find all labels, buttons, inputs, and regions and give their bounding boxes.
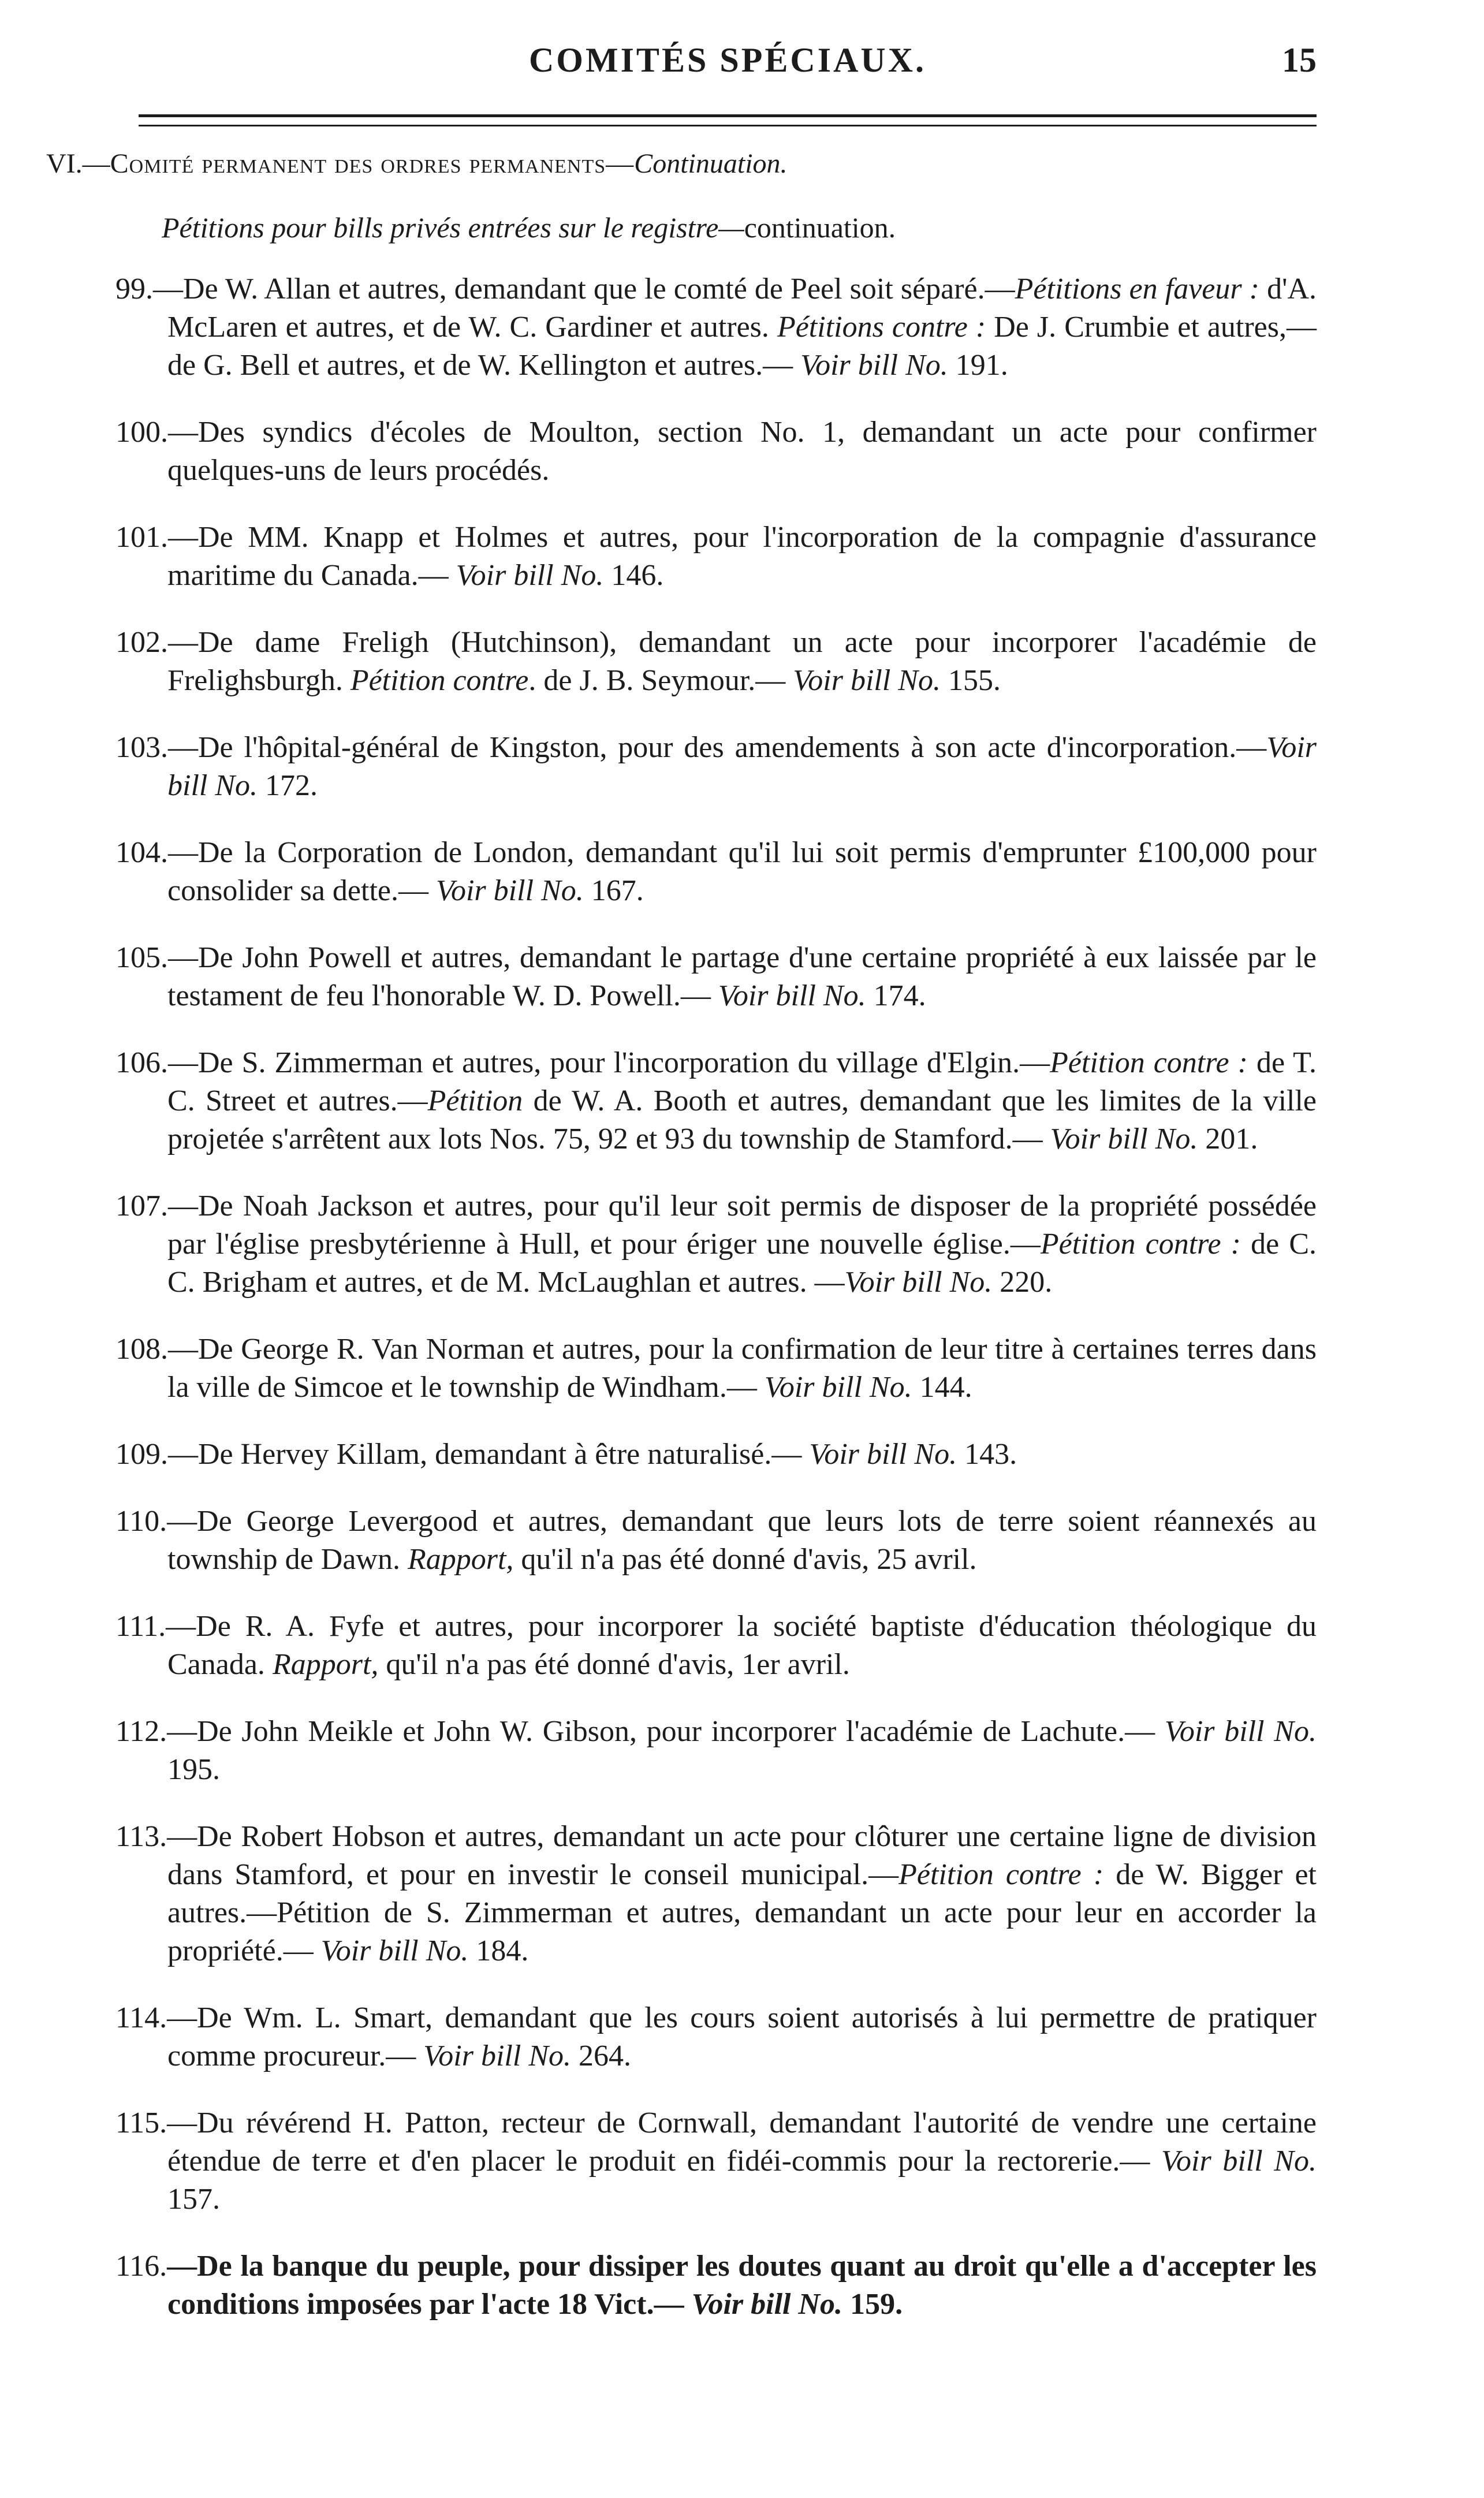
section-title: Comité permanent des ordres permanents— — [110, 148, 635, 179]
page-header — [139, 40, 1317, 98]
petition-entry — [115, 939, 1317, 1015]
petition-entry — [115, 413, 1317, 490]
petition-number: 116. — [115, 2250, 167, 2283]
petition-entry — [115, 2104, 1317, 2219]
petition-number: 111. — [115, 1610, 166, 1643]
petition-text: —De Noah Jackson et autres, pour qu'il leur soit permis de disposer de la propriété possédée par l'église presbytérienne à Hull, et pour ériger une nouvelle église.— — [167, 1190, 1317, 1261]
section-numeral: VI.— — [46, 148, 110, 179]
petition-entry — [115, 1818, 1317, 1970]
petition-text: —De l'hôpital-général de Kingston, pour des amendements à son acte d'incorporation.— — [168, 731, 1267, 764]
petition-italic-text: Rapport, — [272, 1648, 379, 1681]
petition-text: d'A. McLaren et autres, et de W. C. Gardiner et autres. — [167, 273, 1317, 344]
petition-text: de C. C. Brigham et autres, et de M. McLaughlan et autres. — — [167, 1228, 1317, 1299]
petition-entry — [115, 1999, 1317, 2075]
petition-text: de W. A. Booth et autres, demandant que les limites de la ville projetée s'arrêtent aux lots Nos. 75, 92 et 93 du township de Stamford.— — [167, 1084, 1317, 1155]
petition-text: 195. — [167, 1753, 220, 1786]
petition-text: —De la banque du peuple, pour dissiper les doutes quant au droit qu'elle a d'accepter les conditions imposées par l'acte 18 Vict.— — [167, 2250, 1317, 2321]
subheading-italic: Pétitions pour bills privés entrées sur le registre— — [162, 211, 744, 244]
petition-italic-text: Voir bill No. — [167, 731, 1317, 802]
petition-text: de T. C. Street et autres.— — [167, 1046, 1317, 1117]
petition-text: qu'il n'a pas été donné d'avis, 25 avril. — [513, 1543, 977, 1576]
petition-text: —De W. Allan et autres, demandant que le comté de Peel soit séparé.— — [153, 273, 1015, 305]
section-continuation: Continuation. — [634, 148, 788, 179]
petition-number: 110. — [115, 1505, 167, 1538]
petition-italic-text: Voir bill No. — [423, 2040, 572, 2072]
petition-entry — [115, 624, 1317, 700]
petition-text: 159. — [842, 2288, 903, 2321]
petition-entry — [115, 1713, 1317, 1789]
petition-text: —Des syndics d'écoles de Moulton, section No. 1, demandant un acte pour confirmer quelques-uns de leurs procédés. — [167, 416, 1317, 487]
petition-text: —De John Powell et autres, demandant le partage d'une certaine propriété à eux laissée par le testament de feu l'honorable W. D. Powell.— — [167, 941, 1317, 1012]
petition-italic-text: Voir bill No. — [793, 664, 941, 697]
petition-text: 191. — [948, 349, 1008, 382]
petition-text: De J. Crumbie et autres,—de G. Bell et autres, et de W. Kellington et autres.— — [167, 311, 1317, 382]
petition-italic-text: Pétitions contre : — [777, 311, 986, 344]
petition-text: —De George R. Van Norman et autres, pour la confirmation de leur titre à certaines terres dans la ville de Simcoe et le township de Windham.— — [167, 1333, 1317, 1404]
petition-text: —De MM. Knapp et Holmes et autres, pour l'incorporation de la compagnie d'assurance maritime du Canada.— — [167, 521, 1317, 592]
petition-list — [115, 270, 1317, 2352]
petition-italic-text: Voir bill No. — [320, 1934, 469, 1967]
petition-entry — [115, 1436, 1317, 1474]
petition-italic-text: Pétition contre : — [1050, 1046, 1248, 1079]
petition-italic-text: Rapport, — [407, 1543, 514, 1576]
petition-text: 172. — [258, 769, 318, 802]
petition-text: 264. — [571, 2040, 632, 2072]
petition-italic-text: Voir bill No. — [809, 1438, 957, 1471]
petition-italic-text: Pétitions en faveur : — [1015, 273, 1259, 305]
petition-text: —De Hervey Killam, demandant à être naturalisé.— — [168, 1438, 810, 1471]
petition-entry — [115, 2247, 1317, 2324]
petition-entry — [115, 1044, 1317, 1158]
petition-text: de W. Bigger et autres.—Pétition de S. Zimmerman et autres, demandant un acte pour leur en accorder la propriété.— — [167, 1858, 1317, 1967]
petition-number: 99. — [115, 273, 153, 305]
petition-text: —De George Levergood et autres, demandant que leurs lots de terre soient réannexés au township de Dawn. — [167, 1505, 1317, 1576]
petition-entry — [115, 270, 1317, 385]
petition-text: —De dame Freligh (Hutchinson), demandant un acte pour incorporer l'académie de Frelighsburgh. — [167, 626, 1317, 697]
petition-text: 220. — [992, 1266, 1053, 1299]
petition-italic-text: Voir bill No. — [718, 979, 866, 1012]
petition-text: 144. — [912, 1371, 972, 1404]
petition-entry — [115, 729, 1317, 805]
petition-text: —De R. A. Fyfe et autres, pour incorporer la société baptiste d'éducation théologique du Canada. — [166, 1610, 1317, 1681]
petition-text: 146. — [603, 559, 664, 592]
petition-text: —De S. Zimmerman et autres, pour l'incorporation du village d'Elgin.— — [168, 1046, 1050, 1079]
petition-text: 143. — [957, 1438, 1017, 1471]
petition-entry — [115, 519, 1317, 595]
petition-number: 114. — [115, 2001, 167, 2034]
petition-text: 184. — [468, 1934, 529, 1967]
petition-number: 108. — [115, 1333, 168, 1366]
petition-text: —De John Meikle et John W. Gibson, pour incorporer l'académie de Lachute.— — [167, 1715, 1165, 1748]
petition-number: 112. — [115, 1715, 167, 1748]
petition-italic-text: Voir bill No. — [800, 349, 948, 382]
petition-italic-text: Pétition contre : — [898, 1858, 1104, 1891]
subheading — [162, 209, 1317, 246]
petition-text: 174. — [866, 979, 926, 1012]
petition-number: 102. — [115, 626, 168, 659]
petition-entry — [115, 1330, 1317, 1407]
header-rule-thick — [139, 114, 1317, 117]
petition-italic-text: Voir bill No. — [435, 874, 584, 907]
petition-number: 105. — [115, 941, 168, 974]
petition-text: —De Robert Hobson et autres, demandant un acte pour clôturer une certaine ligne de division dans Stamford, et pour en investir le conseil municipal.— — [167, 1820, 1317, 1891]
petition-text: 167. — [583, 874, 644, 907]
section-heading — [46, 146, 1317, 182]
petition-italic-text: Voir bill No. — [1161, 2145, 1317, 2178]
petition-italic-text: Pétition — [427, 1084, 523, 1117]
petition-italic-text: Voir bill No. — [1050, 1123, 1198, 1155]
petition-number: 106. — [115, 1046, 168, 1079]
petition-entry — [115, 1608, 1317, 1684]
petition-number: 113. — [115, 1820, 167, 1853]
petition-entry — [115, 1187, 1317, 1302]
petition-number: 103. — [115, 731, 168, 764]
petition-italic-text: Voir bill No. — [844, 1266, 993, 1299]
petition-entry — [115, 834, 1317, 910]
petition-number: 115. — [115, 2106, 167, 2139]
petition-text: —Du révérend H. Patton, recteur de Cornwall, demandant l'autorité de vendre une certaine étendue de terre et d'en placer le produit en fidéi-commis pour la rectorerie.— — [167, 2106, 1317, 2178]
petition-entry — [115, 1502, 1317, 1579]
petition-text: —De la Corporation de London, demandant qu'il lui soit permis d'emprunter £100,000 pour consolider sa dette.— — [167, 836, 1317, 907]
header-rule-thin — [139, 125, 1317, 126]
petition-italic-text: Voir bill No. — [764, 1371, 912, 1404]
petition-italic-text: Pétition contre — [350, 664, 529, 697]
petition-text: 155. — [941, 664, 1001, 697]
petition-number: 100. — [115, 416, 168, 449]
petition-text: 157. — [167, 2183, 220, 2216]
page-number: 15 — [1282, 41, 1317, 79]
petition-text: qu'il n'a pas été donné d'avis, 1er avril. — [378, 1648, 850, 1681]
petition-text: —De Wm. L. Smart, demandant que les cours soient autorisés à lui permettre de pratiquer comme procureur.— — [167, 2001, 1317, 2072]
running-title: COMITÉS SPÉCIAUX. — [528, 41, 927, 79]
petition-number: 104. — [115, 836, 168, 869]
petition-italic-text: Voir bill No. — [691, 2288, 843, 2321]
petition-italic-text: Pétition contre : — [1040, 1228, 1241, 1261]
petition-italic-text: Voir bill No. — [456, 559, 604, 592]
petition-text: . de J. B. Seymour.— — [528, 664, 793, 697]
petition-text: 201. — [1198, 1123, 1258, 1155]
petition-italic-text: Voir bill No. — [1164, 1715, 1317, 1748]
subheading-rest: continuation. — [744, 211, 896, 244]
petition-number: 101. — [115, 521, 168, 554]
petition-number: 107. — [115, 1190, 168, 1222]
petition-number: 109. — [115, 1438, 168, 1471]
